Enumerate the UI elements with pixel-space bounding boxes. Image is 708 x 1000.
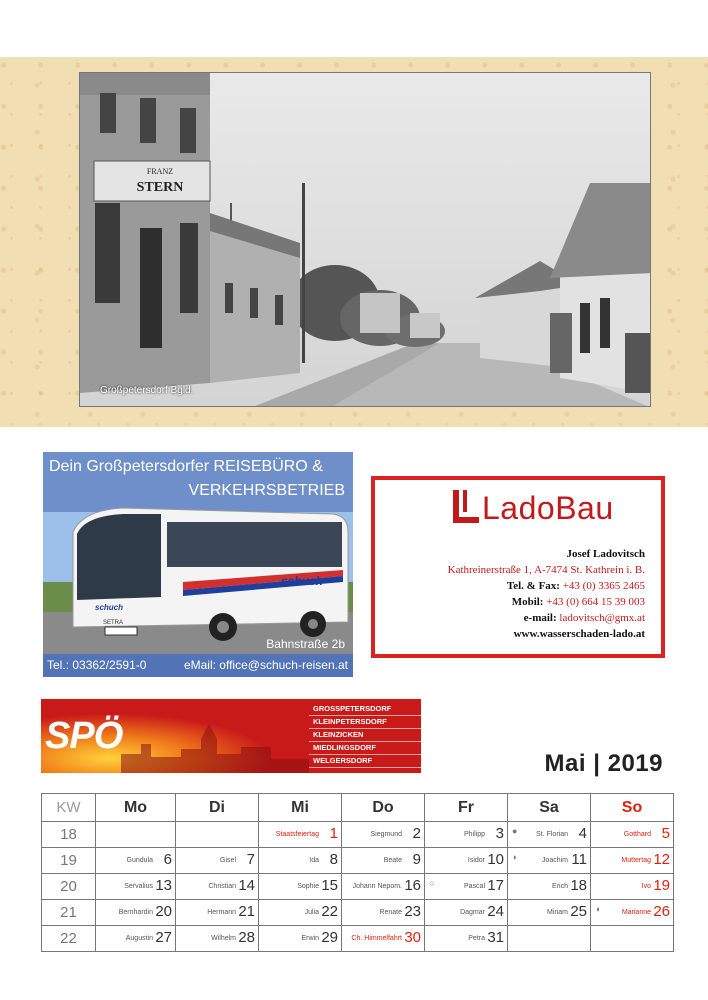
day-number: 28 <box>238 929 255 946</box>
header-mo: Mo <box>96 794 176 822</box>
ladobau-mobil-label: Mobil: <box>511 596 544 608</box>
name-day: Sophie <box>297 883 319 890</box>
header-mi: Mi <box>259 794 342 822</box>
day-cell[interactable] <box>508 822 591 848</box>
month-calendar <box>41 793 674 952</box>
travel-agency-ad[interactable] <box>43 452 353 677</box>
ladobau-ad[interactable] <box>371 476 665 658</box>
day-cell[interactable] <box>342 848 425 874</box>
day-cell[interactable] <box>176 848 259 874</box>
name-day: Johann Nepom. <box>352 883 402 890</box>
day-number: 13 <box>155 877 172 894</box>
calendar-header-row <box>42 794 674 822</box>
day-number: 12 <box>653 851 670 868</box>
day-number: 3 <box>495 825 504 842</box>
day-cell[interactable] <box>591 900 674 926</box>
day-cell[interactable] <box>508 926 591 952</box>
spoe-town: KLEINZICKEN <box>309 729 421 742</box>
name-day: Ida <box>309 857 319 864</box>
week-number: 21 <box>42 900 96 926</box>
calendar-week-row <box>42 900 674 926</box>
day-number: 4 <box>578 825 587 842</box>
calendar-week-row <box>42 848 674 874</box>
bus-brand-side: schuch <box>281 574 324 588</box>
day-number: 27 <box>155 929 172 946</box>
ad-email[interactable]: eMail: office@schuch-reisen.at <box>183 658 348 672</box>
name-day: Staatsfeiertag <box>275 831 319 838</box>
day-number: 10 <box>487 851 504 868</box>
ladobau-logo <box>453 490 614 527</box>
ladobau-email-label: e-mail: <box>523 612 557 624</box>
day-cell[interactable] <box>259 900 342 926</box>
ad-headline-2: VERKEHRSBETRIEB <box>188 482 345 499</box>
name-day: Muttertag <box>621 857 651 864</box>
ad-headline-1: Dein Großpetersdorfer REISEBÜRO & <box>49 458 323 475</box>
name-day: Isidor <box>467 857 485 864</box>
week-number: 18 <box>42 822 96 848</box>
day-cell[interactable] <box>425 900 508 926</box>
calendar-week-row <box>42 874 674 900</box>
ladobau-web[interactable]: www.wasserschaden-lado.at <box>513 628 645 640</box>
day-number: 19 <box>653 877 670 894</box>
header-di: Di <box>176 794 259 822</box>
day-cell[interactable] <box>591 926 674 952</box>
calendar-week-row <box>42 822 674 848</box>
ad-address: Bahnstraße 2b <box>266 637 345 651</box>
spoe-towns <box>309 703 421 768</box>
day-number: 24 <box>487 903 504 920</box>
day-cell[interactable] <box>96 848 176 874</box>
day-cell[interactable] <box>508 900 591 926</box>
header-sa: Sa <box>508 794 591 822</box>
header-kw: KW <box>42 794 96 822</box>
day-cell[interactable] <box>425 822 508 848</box>
day-number: 5 <box>661 825 670 842</box>
name-day: Gisel <box>220 857 236 864</box>
ladobau-contact <box>448 546 645 642</box>
day-cell[interactable] <box>425 874 508 900</box>
day-cell[interactable] <box>342 822 425 848</box>
historic-photo <box>79 72 651 407</box>
week-number: 20 <box>42 874 96 900</box>
day-cell[interactable] <box>591 848 674 874</box>
name-day: Wilhelm <box>211 935 236 942</box>
week-number: 22 <box>42 926 96 952</box>
day-number: 2 <box>412 825 421 842</box>
ladobau-logo-mark <box>453 490 479 523</box>
day-cell[interactable] <box>259 874 342 900</box>
day-number: 9 <box>412 851 421 868</box>
ladobau-mobil[interactable]: +43 (0) 664 15 39 003 <box>546 596 645 608</box>
day-number: 6 <box>163 851 172 868</box>
day-cell[interactable] <box>342 900 425 926</box>
day-cell[interactable] <box>591 874 674 900</box>
name-day: Marianne <box>621 909 651 916</box>
day-number: 20 <box>155 903 172 920</box>
day-cell[interactable] <box>425 926 508 952</box>
store-sign-text: STERN <box>136 180 184 195</box>
day-cell[interactable] <box>259 848 342 874</box>
day-cell[interactable] <box>508 874 591 900</box>
day-cell[interactable] <box>508 848 591 874</box>
name-day: Beate <box>383 857 402 864</box>
spoe-town: GROSSPETERSDORF <box>309 703 421 716</box>
ladobau-name: Josef Ladovitsch <box>566 548 645 560</box>
photo-caption: Großpetersdorf Bgld. <box>100 385 194 396</box>
day-number: 14 <box>238 877 255 894</box>
day-cell[interactable] <box>176 900 259 926</box>
month-title: Mai | 2019 <box>544 750 663 777</box>
ad-phone[interactable]: Tel.: 03362/2591-0 <box>47 658 147 672</box>
day-number: 11 <box>571 851 587 868</box>
spoe-town: WELGERSDORF <box>309 755 421 768</box>
day-cell[interactable] <box>259 822 342 848</box>
spoe-town: KLEINPETERSDORF <box>309 716 421 729</box>
day-number: 31 <box>487 929 504 946</box>
name-day: Erwin <box>301 935 319 942</box>
name-day: Joachim <box>541 857 568 864</box>
header-fr: Fr <box>425 794 508 822</box>
street-scene-illustration <box>80 73 651 407</box>
name-day: Christian <box>208 883 236 890</box>
day-cell[interactable] <box>96 822 176 848</box>
day-number: 1 <box>329 825 338 842</box>
week-number: 19 <box>42 848 96 874</box>
name-day: Ch. Himmelfahrt <box>351 935 402 942</box>
ladobau-logo-text: LadoBau <box>482 490 614 526</box>
day-cell[interactable] <box>176 874 259 900</box>
day-number: 25 <box>570 903 587 920</box>
day-cell[interactable] <box>342 874 425 900</box>
name-day: St. Florian <box>536 831 568 838</box>
name-day: Bernhardin <box>118 909 153 916</box>
moon-phase-icon: ● <box>512 826 518 836</box>
name-day: Siegmund <box>370 831 402 838</box>
ladobau-telfax-label: Tel. & Fax: <box>506 580 560 592</box>
day-cell[interactable] <box>96 926 176 952</box>
name-day: Julia <box>304 909 319 916</box>
day-cell[interactable] <box>96 900 176 926</box>
ladobau-email[interactable]: ladovitsch@gmx.at <box>559 612 645 624</box>
day-cell[interactable] <box>342 926 425 952</box>
name-day: Dagmar <box>460 909 485 916</box>
bus-brand-front: schuch <box>95 603 124 612</box>
name-day: Philipp <box>463 831 485 838</box>
name-day: Hermann <box>207 909 236 916</box>
moon-phase-icon: ◗ <box>512 852 518 862</box>
name-day: Augustin <box>125 935 153 942</box>
name-day: Pascal <box>463 883 485 890</box>
name-day: Gotthard <box>623 831 651 838</box>
day-number: 21 <box>238 903 255 920</box>
spoe-logo: SPÖ <box>45 715 123 757</box>
name-day: Renate <box>379 909 402 916</box>
store-sign-firm: FRANZ <box>146 167 174 176</box>
day-number: 26 <box>653 903 670 920</box>
day-cell[interactable] <box>96 874 176 900</box>
day-number: 29 <box>321 929 338 946</box>
day-cell[interactable] <box>259 926 342 952</box>
spoe-town: MIEDLINGSDORF <box>309 742 421 755</box>
ad-contact-bar <box>43 654 353 677</box>
name-day: Gundula <box>126 857 153 864</box>
day-cell[interactable] <box>591 822 674 848</box>
name-day: Erich <box>552 883 568 890</box>
day-number: 7 <box>246 851 255 868</box>
day-number: 23 <box>404 903 421 920</box>
day-cell[interactable] <box>176 926 259 952</box>
day-number: 16 <box>404 877 421 894</box>
name-day: Miriam <box>547 909 568 916</box>
ladobau-address: Kathreinerstraße 1, A-7474 St. Kathrein i. B. <box>447 564 645 576</box>
moon-phase-icon: ○ <box>429 878 435 888</box>
header-do: Do <box>342 794 425 822</box>
day-number: 18 <box>570 877 587 894</box>
name-day: Ivo <box>641 883 651 890</box>
day-number: 8 <box>329 851 338 868</box>
day-number: 22 <box>321 903 338 920</box>
day-number: 17 <box>487 877 504 894</box>
bus-make: SETRA <box>103 620 124 626</box>
ladobau-telfax[interactable]: +43 (0) 3365 2465 <box>562 580 645 592</box>
day-cell[interactable] <box>425 848 508 874</box>
moon-phase-icon: ◖ <box>595 904 601 914</box>
day-number: 30 <box>404 929 421 946</box>
day-cell[interactable] <box>176 822 259 848</box>
header-so: So <box>591 794 674 822</box>
spoe-banner[interactable] <box>41 699 421 773</box>
day-number: 15 <box>321 877 338 894</box>
calendar-week-row <box>42 926 674 952</box>
name-day: Petra <box>468 935 485 942</box>
name-day: Servalius <box>124 883 153 890</box>
